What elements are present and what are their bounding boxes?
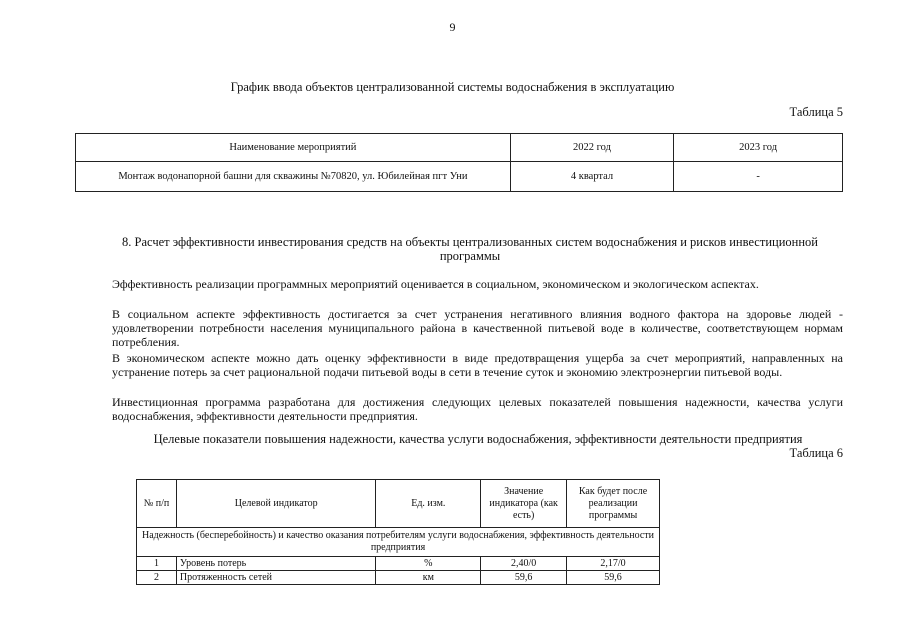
table6-header-cell: Ед. изм. (376, 480, 481, 528)
table5-header-cell: 2022 год (510, 134, 673, 162)
page-number: 9 (449, 20, 456, 34)
paragraph (88, 395, 843, 423)
paragraph (88, 277, 843, 291)
table5-header-cell: 2023 год (674, 134, 843, 162)
table6-cell: Уровень потерь (176, 557, 376, 571)
table5-cell: - (674, 162, 843, 192)
paragraph-text: Инвестиционная программа разработана для достижения следующих целевых показателей повышения надежности, качества услуги водоснабжения, эффективности деятельности предприятия. (112, 395, 843, 423)
table6-label: Таблица 6 (789, 446, 843, 460)
table6-cell: Протяженность сетей (176, 571, 376, 585)
table5-header-row (76, 134, 843, 162)
table-row (137, 571, 660, 585)
table6-header-row (137, 480, 660, 528)
table6-cell: 59,6 (567, 571, 660, 585)
table6-cell: 1 (137, 557, 177, 571)
paragraph-text: В социальном аспекте эффективность достигается за счет устранения негативного влияния водного фактора на здоровье людей - удовлетворении потребности населения муниципального района в качественной питьевой воде в количестве, соответствующем нормам потребления. (112, 307, 843, 349)
table-row (137, 557, 660, 571)
table-row (76, 162, 843, 192)
table5-cell: Монтаж водонапорной башни для скважины №70820, ул. Юбилейная пгт Уни (76, 162, 511, 192)
table6-section-row (137, 528, 660, 557)
table6-cell: % (376, 557, 481, 571)
table6-cell: 2 (137, 571, 177, 585)
table6 (136, 479, 660, 585)
table6-caption (88, 432, 843, 460)
table6-section-cell: Надежность (бесперебойность) и качество оказания потребителям услуги водоснабжения, эффективность деятельности предприятия (137, 528, 660, 557)
table6-cell: 59,6 (481, 571, 567, 585)
paragraph (88, 351, 843, 379)
table5-title: График ввода объектов централизованной системы водоснабжения в эксплуатацию (230, 80, 675, 94)
table6-header-cell: № п/п (137, 480, 177, 528)
table6-cell: 2,17/0 (567, 557, 660, 571)
section8-title: 8. Расчет эффективности инвестирования средств на объекты централизованных систем водоснабжения и рисков инвестиционной программы (122, 235, 818, 263)
table5-label: Таблица 5 (789, 105, 843, 119)
paragraph (88, 307, 843, 349)
table6-header-cell: Как будет после реализации программы (567, 480, 660, 528)
table5 (75, 133, 843, 192)
paragraph-text: Эффективность реализации программных мероприятий оценивается в социальном, экономическом и экологическом аспектах. (112, 277, 759, 291)
table5-cell: 4 квартал (510, 162, 673, 192)
table6-header-cell: Значение индикатора (как есть) (481, 480, 567, 528)
table6-title: Целевые показатели повышения надежности, качества услуги водоснабжения, эффективности деятельности предприятия (153, 432, 803, 446)
table6-cell: км (376, 571, 481, 585)
table6-header-cell: Целевой индикатор (176, 480, 376, 528)
table6-cell: 2,40/0 (481, 557, 567, 571)
paragraph-text: В экономическом аспекте можно дать оценку эффективности в виде предотвращения ущерба за счет мероприятий, направленных на устранение потерь за счет рациональной подачи питьевой воды в сети в течение суток и экономию электроэнергии питьевой воды. (112, 351, 843, 379)
table5-header-cell: Наименование мероприятий (76, 134, 511, 162)
